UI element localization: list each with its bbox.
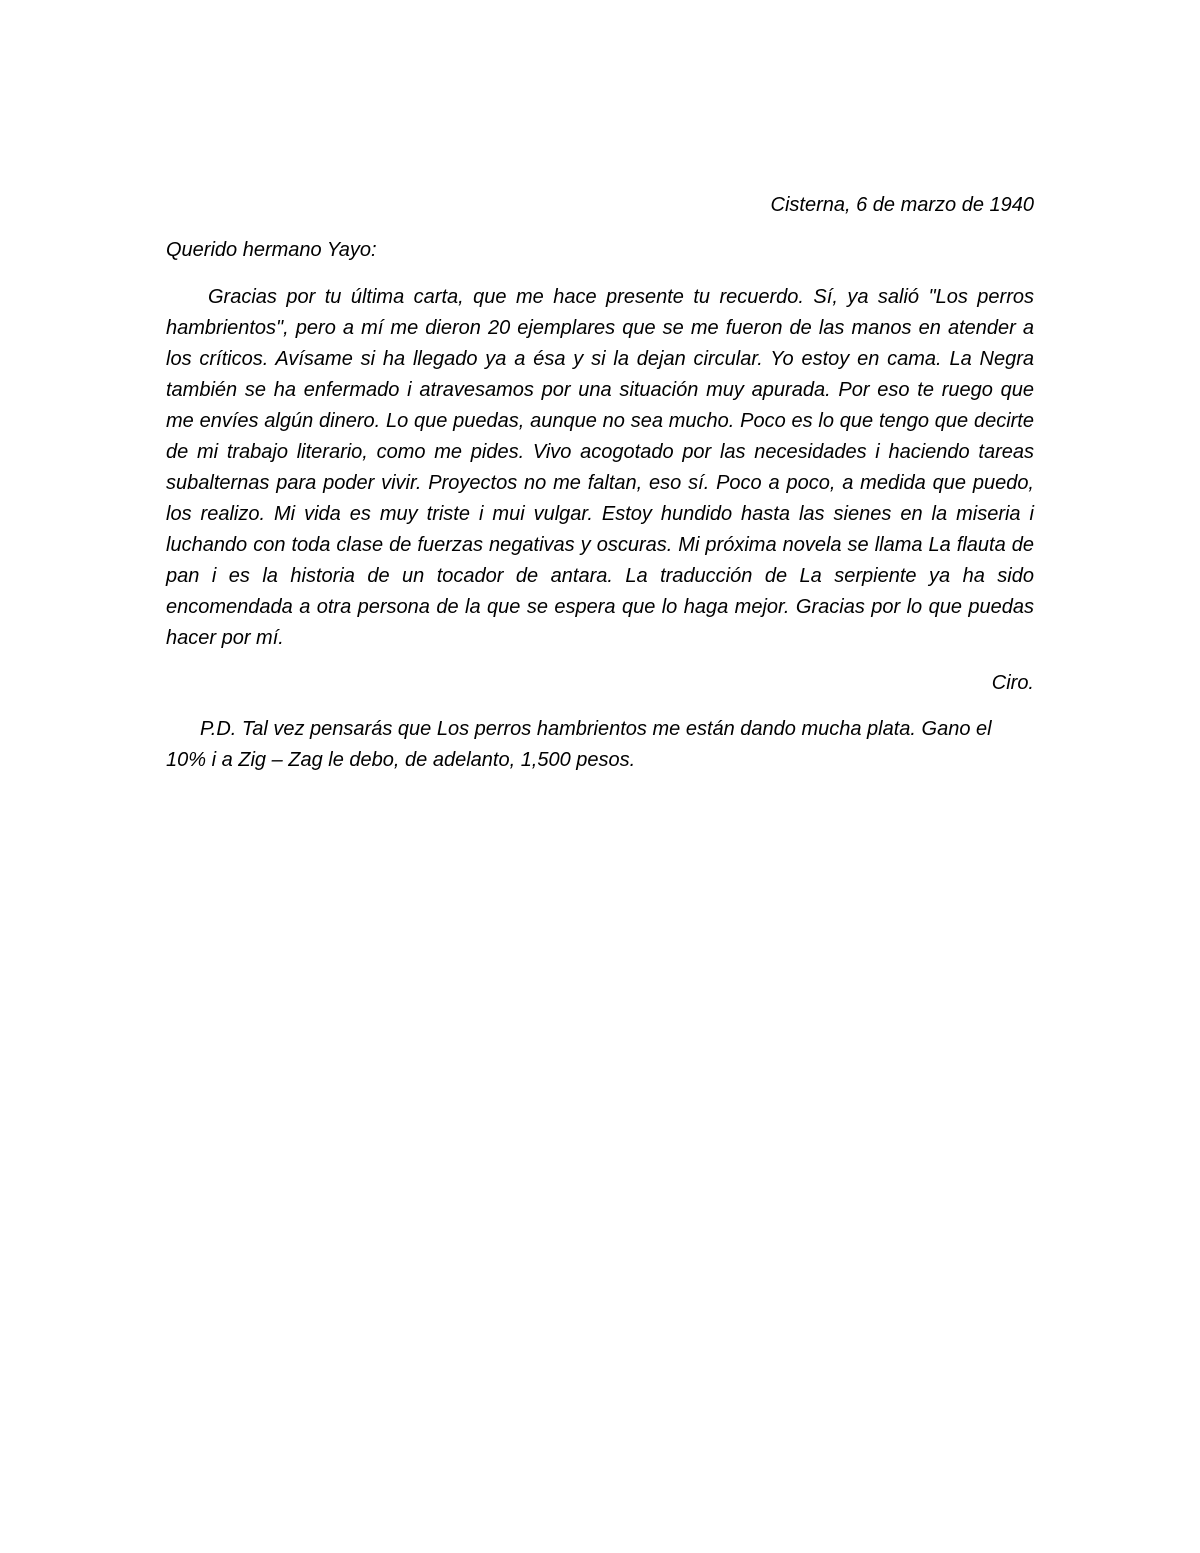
- letter-dateline: Cisterna, 6 de marzo de 1940: [770, 194, 1034, 216]
- letter-postscript: P.D. Tal vez pensarás que Los perros hambrientos me están dando mucha plata. Gano el 10% i a Zig – Zag le debo, de adelanto, 1,500 pesos.: [166, 718, 992, 771]
- letter-signature: Ciro.: [991, 672, 1034, 694]
- letter-body-paragraph: Gracias por tu última carta, que me hace presente tu recuerdo. Sí, ya salió "Los perros hambrientos", pero a mí me dieron 20 ejemplares que se me fueron de las manos en atender a los críticos. Avísame si ha llegado ya a ésa y si la dejan circular. Yo estoy en cama. La Negra también se ha enfermado i atravesamos por una situación muy apurada. Por eso te ruego que me envíes algún dinero. Lo que puedas, aunque no sea mucho. Poco es lo que tengo que decirte de mi trabajo literario, como me pides. Vivo acogotado por las necesidades i haciendo tareas subalternas para poder vivir. Proyectos no me faltan, eso sí. Poco a poco, a medida que puedo, los realizo. Mi vida es muy triste i mui vulgar. Estoy hundido hasta las sienes en la miseria i luchando con toda clase de fuerzas negativas y oscuras. Mi próxima novela se llama La flauta de pan i es la historia de un tocador de antara. La traducción de La serpiente ya ha sido encomendada a otra persona de la que se espera que lo haga mejor. Gracias por lo que puedas hacer por mí.: [166, 286, 1034, 649]
- letter: [166, 190, 1034, 776]
- letter-salutation: Querido hermano Yayo:: [166, 239, 377, 261]
